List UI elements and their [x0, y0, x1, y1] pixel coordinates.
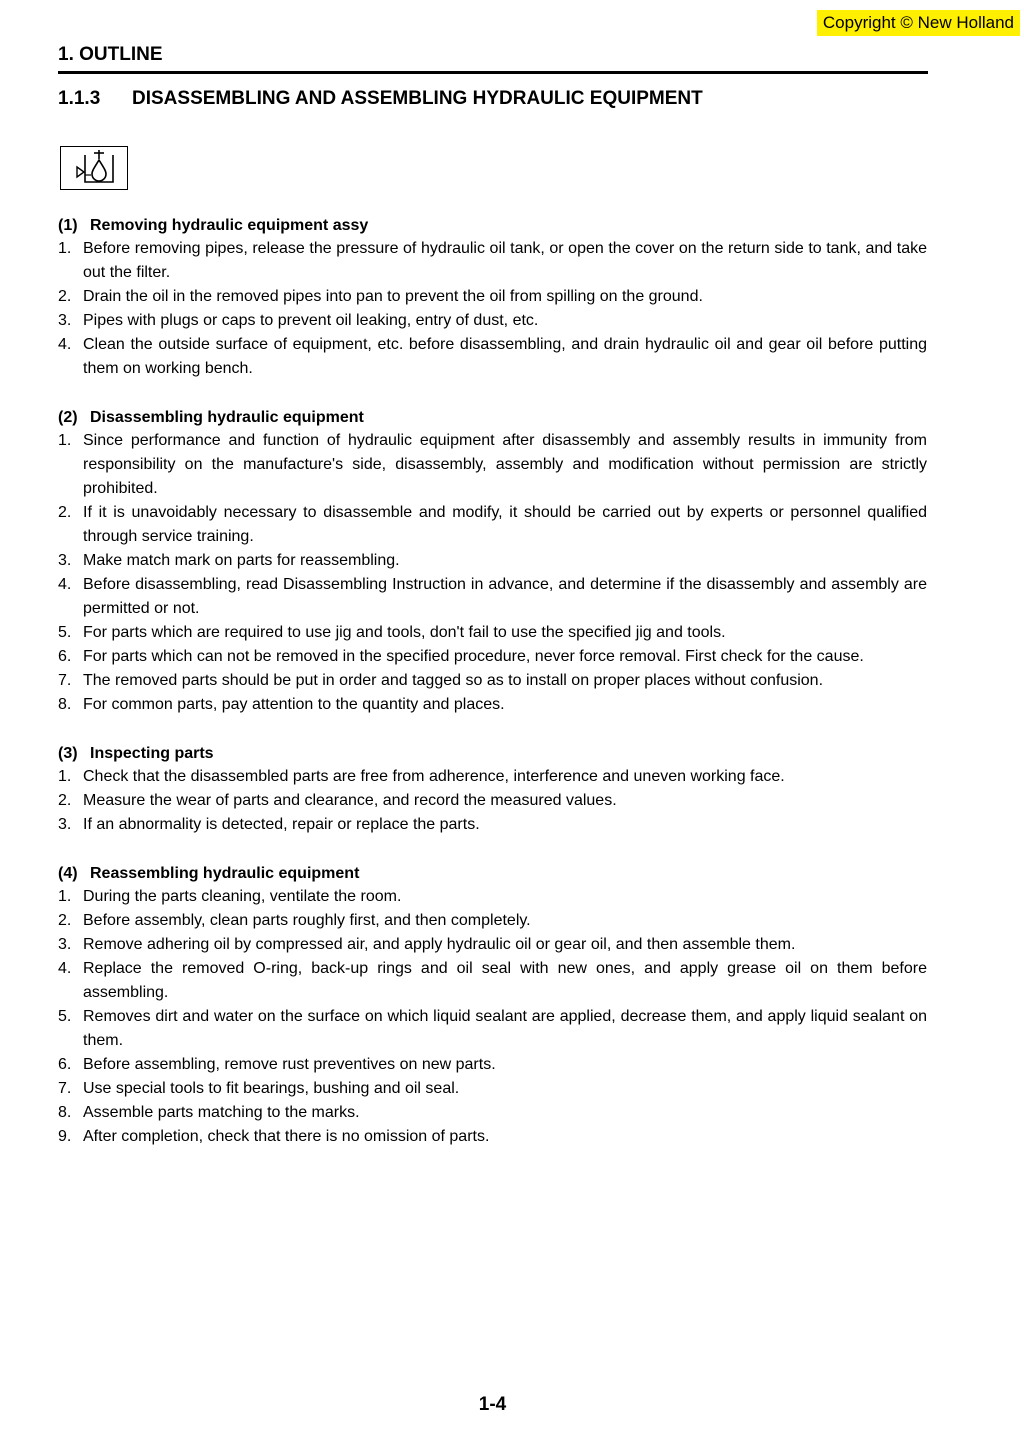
list-item — [58, 621, 927, 645]
list-item — [58, 765, 927, 789]
procedure-block-disassembling — [58, 407, 927, 717]
item-number: 2. — [58, 288, 72, 305]
item-text: If it is unavoidably necessary to disassemble and modify, it should be carried out by experts or personnel qualified through service training. — [83, 504, 927, 545]
item-number: 1. — [58, 768, 72, 785]
item-text: Since performance and function of hydraulic equipment after disassembly and assembly results in immunity from responsibility on the manufacture's side, disassembly, assembly and modification without permission are strictly prohibited. — [83, 432, 927, 497]
block-title: Disassembling hydraulic equipment — [90, 409, 364, 426]
procedure-block-inspecting — [58, 743, 927, 837]
item-text: Before assembling, remove rust preventives on new parts. — [83, 1056, 496, 1073]
section-title — [58, 88, 703, 110]
item-text: Before disassembling, read Disassembling Instruction in advance, and determine if the disassembly and assembly are permitted or not. — [83, 576, 927, 617]
item-number: 3. — [58, 552, 72, 569]
item-text: Check that the disassembled parts are free from adherence, interference and uneven working face. — [83, 768, 785, 785]
list-item — [58, 429, 927, 501]
block-title: Inspecting parts — [90, 745, 214, 762]
item-number: 6. — [58, 1056, 72, 1073]
item-text: For parts which can not be removed in the specified procedure, never force removal. First check for the cause. — [83, 648, 864, 665]
list-item — [58, 333, 927, 381]
item-text: Replace the removed O-ring, back-up rings and oil seal with new ones, and apply grease oil on them before assembling. — [83, 960, 927, 1001]
item-number: 6. — [58, 648, 72, 665]
item-number: 3. — [58, 816, 72, 833]
list-item — [58, 237, 927, 285]
list-item — [58, 501, 927, 549]
item-number: 1. — [58, 432, 72, 449]
item-number: 2. — [58, 792, 72, 809]
section-number: 1.1.3 — [58, 88, 101, 109]
item-number: 1. — [58, 240, 72, 257]
list-item — [58, 885, 927, 909]
list-item — [58, 1077, 927, 1101]
item-text: After completion, check that there is no omission of parts. — [83, 1128, 490, 1145]
list-item — [58, 789, 927, 813]
block-heading — [58, 407, 927, 429]
list-item — [58, 573, 927, 621]
chapter-divider — [58, 71, 928, 74]
procedure-block-reassembling — [58, 863, 927, 1149]
block-heading — [58, 743, 927, 765]
item-number: 3. — [58, 312, 72, 329]
block-number: (1) — [58, 217, 78, 234]
block-number: (4) — [58, 865, 78, 882]
item-number: 7. — [58, 1080, 72, 1097]
list-item — [58, 957, 927, 1005]
block-heading — [58, 863, 927, 885]
copyright-badge: Copyright © New Holland — [817, 10, 1020, 36]
item-text: Before removing pipes, release the pressure of hydraulic oil tank, or open the cover on the return side to tank, and take out the filter. — [83, 240, 927, 281]
item-text: Drain the oil in the removed pipes into pan to prevent the oil from spilling on the ground. — [83, 288, 703, 305]
item-text: During the parts cleaning, ventilate the room. — [83, 888, 402, 905]
procedure-block-removing — [58, 215, 927, 381]
item-number: 9. — [58, 1128, 72, 1145]
item-text: The removed parts should be put in order and tagged so as to install on proper places without confusion. — [83, 672, 824, 689]
block-title: Reassembling hydraulic equipment — [90, 865, 360, 882]
item-number: 7. — [58, 672, 72, 689]
block-title: Removing hydraulic equipment assy — [90, 217, 369, 234]
hydraulic-oil-icon — [60, 146, 128, 190]
list-item — [58, 909, 927, 933]
chapter-title: 1. OUTLINE — [58, 44, 163, 65]
list-item — [58, 669, 927, 693]
item-number: 2. — [58, 912, 72, 929]
item-text: Remove adhering oil by compressed air, and apply hydraulic oil or gear oil, and then assemble them. — [83, 936, 796, 953]
item-text: Clean the outside surface of equipment, etc. before disassembling, and drain hydraulic oil and gear oil before putting them on working bench. — [83, 336, 927, 377]
block-heading — [58, 215, 927, 237]
list-item — [58, 933, 927, 957]
list-item — [58, 1053, 927, 1077]
item-text: Removes dirt and water on the surface on which liquid sealant are applied, decrease them, and apply liquid sealant on them. — [83, 1008, 927, 1049]
item-text: For parts which are required to use jig and tools, don't fail to use the specified jig and tools. — [83, 624, 726, 641]
list-item — [58, 309, 927, 333]
list-item — [58, 1125, 927, 1149]
list-item — [58, 693, 927, 717]
item-number: 8. — [58, 1104, 72, 1121]
item-text: Measure the wear of parts and clearance, and record the measured values. — [83, 792, 617, 809]
item-number: 1. — [58, 888, 72, 905]
item-number: 5. — [58, 624, 72, 641]
list-item — [58, 549, 927, 573]
item-text: If an abnormality is detected, repair or replace the parts. — [83, 816, 480, 833]
item-number: 5. — [58, 1008, 72, 1025]
item-number: 4. — [58, 576, 72, 593]
item-number: 4. — [58, 336, 72, 353]
item-text: Before assembly, clean parts roughly first, and then completely. — [83, 912, 531, 929]
list-item — [58, 1005, 927, 1053]
item-number: 4. — [58, 960, 72, 977]
list-item — [58, 285, 927, 309]
block-number: (3) — [58, 745, 78, 762]
block-number: (2) — [58, 409, 78, 426]
item-number: 3. — [58, 936, 72, 953]
list-item — [58, 645, 927, 669]
item-text: Make match mark on parts for reassembling. — [83, 552, 400, 569]
list-item — [58, 1101, 927, 1125]
item-text: Assemble parts matching to the marks. — [83, 1104, 360, 1121]
item-text: Pipes with plugs or caps to prevent oil leaking, entry of dust, etc. — [83, 312, 539, 329]
section-title-text: DISASSEMBLING AND ASSEMBLING HYDRAULIC EQUIPMENT — [132, 88, 703, 109]
procedure-content — [58, 215, 927, 1175]
item-text: Use special tools to fit bearings, bushing and oil seal. — [83, 1080, 460, 1097]
item-number: 2. — [58, 504, 72, 521]
item-text: For common parts, pay attention to the quantity and places. — [83, 696, 505, 713]
page-number: 1-4 — [478, 1394, 507, 1415]
item-number: 8. — [58, 696, 72, 713]
list-item — [58, 813, 927, 837]
